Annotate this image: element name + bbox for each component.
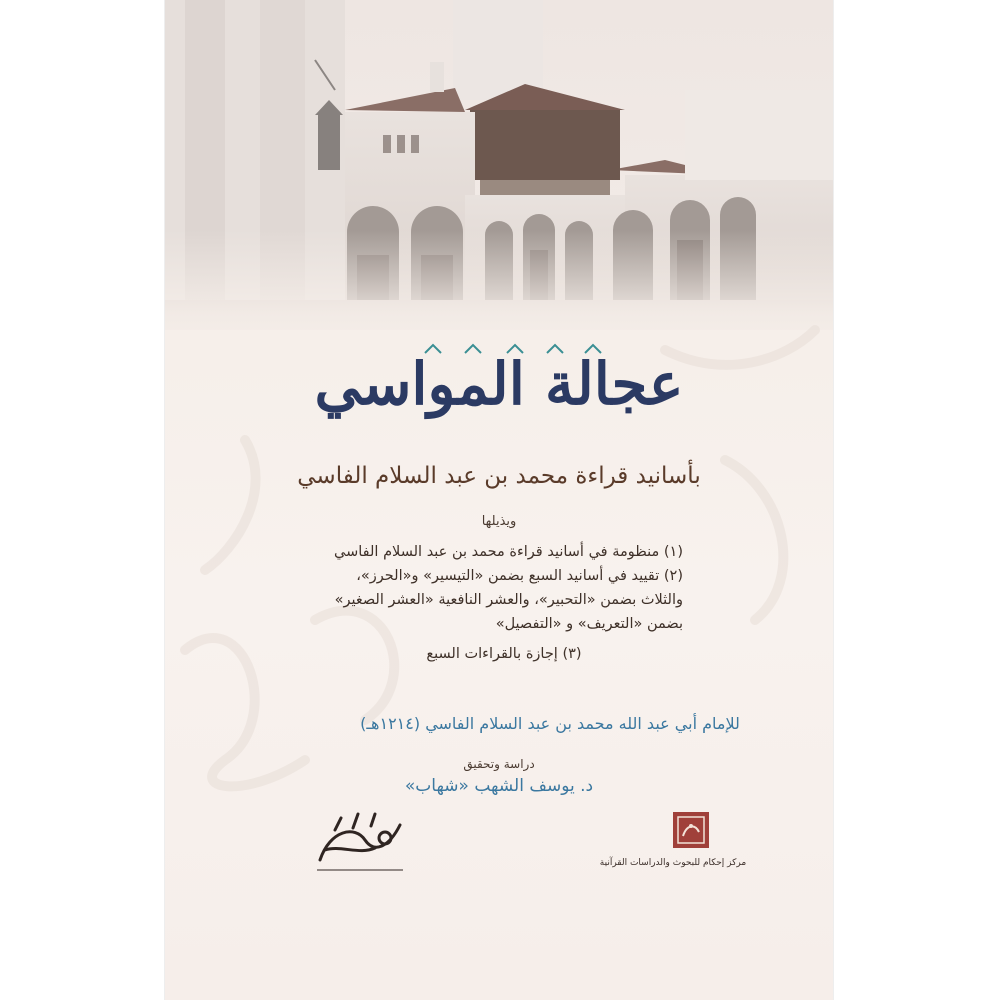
appendix-item: بضمن «التعريف» و «التفصيل» (495, 616, 683, 632)
book-subtitle: بأسانيد قراءة محمد بن عبد السلام الفاسي (297, 463, 701, 489)
study-label: دراسة وتحقيق (463, 757, 535, 771)
author-line: للإمام أبي عبد الله محمد بن عبد السلام الفاسي (١٢١٤هـ) (360, 714, 740, 733)
appendix-item: (٣) إجازة بالقراءات السبع (426, 646, 582, 662)
book-title: عجالة المواسي (314, 350, 684, 418)
appendix-item: والثلاث بضمن «التحبير»، والعشر النافعية «العشر الصغير» (334, 592, 683, 608)
appendix-item: (٢) تقييد في أسانيد السبع بضمن «التيسير» و«الحرز»، (356, 568, 683, 584)
appendix-label: ويذيلها (481, 514, 517, 529)
appendix-item: (١) منظومة في أسانيد قراءة محمد بن عبد السلام الفاسي (334, 544, 683, 560)
publisher-right-name: مركز إحكام للبحوث والدراسات القرآنية (599, 858, 747, 868)
book-cover (165, 0, 833, 1000)
appendix-items-list (325, 540, 683, 666)
editor-name: د. يوسف الشهب «شهاب» (404, 776, 594, 796)
publisher-logo-left (305, 800, 415, 880)
publisher-logo-right (583, 800, 813, 880)
